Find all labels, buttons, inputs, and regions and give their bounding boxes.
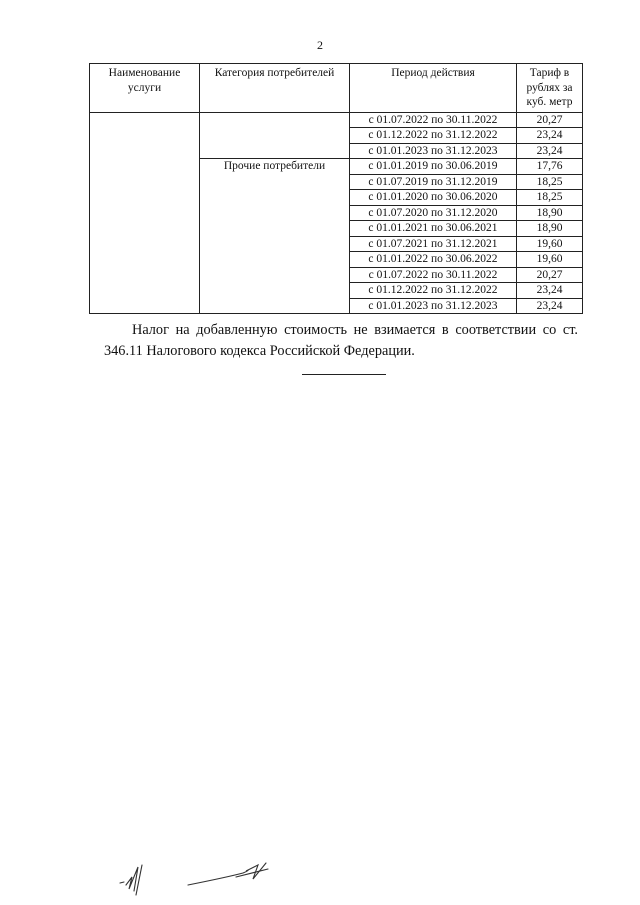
rate-cell: 23,24 xyxy=(517,128,583,144)
signature-image xyxy=(118,855,288,900)
period-cell: с 01.01.2021 по 30.06.2021 xyxy=(350,221,517,237)
period-cell: с 01.01.2020 по 30.06.2020 xyxy=(350,190,517,206)
period-cell: с 01.01.2023 по 31.12.2023 xyxy=(350,298,517,314)
rate-cell: 20,27 xyxy=(517,267,583,283)
rate-cell: 23,24 xyxy=(517,283,583,299)
vat-note: Налог на добавленную стоимость не взимается в соответствии со ст. 346.11 Налогового кодекса Российской Федерации. xyxy=(104,322,578,360)
rate-cell: 18,25 xyxy=(517,174,583,190)
rate-cell: 23,24 xyxy=(517,143,583,159)
rate-cell: 18,25 xyxy=(517,190,583,206)
rate-cell: 20,27 xyxy=(517,112,583,128)
period-cell: с 01.01.2023 по 31.12.2023 xyxy=(350,143,517,159)
period-cell: с 01.12.2022 по 31.12.2022 xyxy=(350,128,517,144)
period-cell: с 01.01.2022 по 30.06.2022 xyxy=(350,252,517,268)
rate-cell: 18,90 xyxy=(517,221,583,237)
rate-cell: 17,76 xyxy=(517,159,583,175)
service-cell xyxy=(90,112,200,314)
table-row xyxy=(90,112,583,128)
end-divider xyxy=(302,374,386,375)
tariff-table xyxy=(89,63,583,314)
rate-cell: 23,24 xyxy=(517,298,583,314)
period-cell: с 01.07.2022 по 30.11.2022 xyxy=(350,267,517,283)
rate-cell: 19,60 xyxy=(517,252,583,268)
period-cell: с 01.12.2022 по 31.12.2022 xyxy=(350,283,517,299)
header-service: Наименование услуги xyxy=(90,64,200,113)
period-cell: с 01.07.2021 по 31.12.2021 xyxy=(350,236,517,252)
period-cell: с 01.07.2019 по 31.12.2019 xyxy=(350,174,517,190)
category-cell-group1 xyxy=(200,112,350,159)
header-category: Категория потребителей xyxy=(200,64,350,113)
header-rate: Тариф в рублях за куб. метр xyxy=(517,64,583,113)
header-period: Период действия xyxy=(350,64,517,113)
rate-cell: 19,60 xyxy=(517,236,583,252)
period-cell: с 01.07.2020 по 31.12.2020 xyxy=(350,205,517,221)
page-number: 2 xyxy=(317,38,323,52)
table-header-row xyxy=(90,64,583,113)
period-cell: с 01.07.2022 по 30.11.2022 xyxy=(350,112,517,128)
period-cell: с 01.01.2019 по 30.06.2019 xyxy=(350,159,517,175)
rate-cell: 18,90 xyxy=(517,205,583,221)
category-cell-group2: Прочие потребители xyxy=(200,159,350,314)
